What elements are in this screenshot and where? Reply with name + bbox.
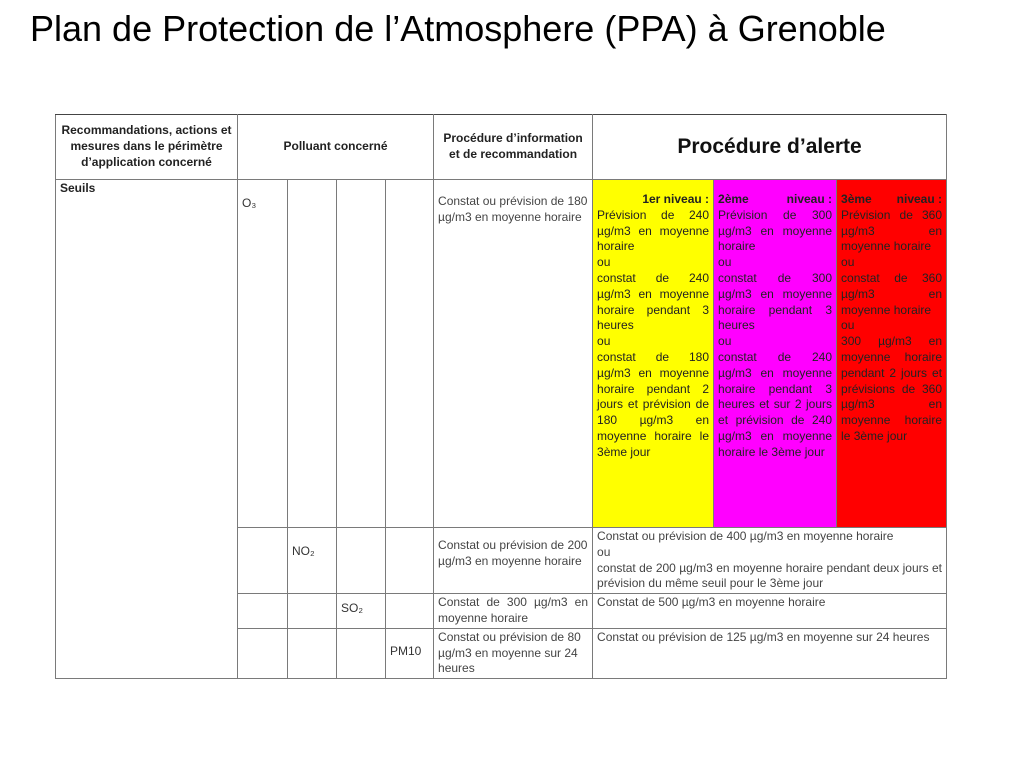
alert-level-2-title — [718, 192, 832, 208]
alert-level-3-ordinal: 3ème — [841, 192, 872, 206]
header-information-procedure: Procédure d’information et de recommandation — [434, 115, 593, 180]
alert-pm10: Constat ou prévision de 125 µg/m3 en moyenne sur 24 heures — [593, 628, 947, 678]
pollutant-o3: O₃ — [238, 180, 288, 528]
alert-level-2-ordinal: 2ème — [718, 192, 749, 206]
pollutant-no2: NO₂ — [288, 528, 337, 594]
empty-cell — [238, 528, 288, 594]
pollutant-so2: SO₂ — [337, 594, 386, 629]
empty-cell — [337, 628, 386, 678]
info-pm10: Constat ou prévision de 80 µg/m3 en moyenne sur 24 heures — [434, 628, 593, 678]
empty-cell — [337, 528, 386, 594]
empty-cell — [288, 594, 337, 629]
table-header-row — [56, 115, 947, 180]
header-recommendations: Recommandations, actions et mesures dans le périmètre d’application concerné — [56, 115, 238, 180]
empty-cell — [238, 594, 288, 629]
empty-cell — [386, 594, 434, 629]
slide-title: Plan de Protection de l’Atmosphere (PPA) à Grenoble — [30, 8, 886, 49]
header-pollutant: Polluant concerné — [238, 115, 434, 180]
empty-cell — [337, 180, 386, 528]
alert-level-3-title — [841, 192, 942, 208]
alert-level-1-o3 — [593, 180, 714, 528]
empty-cell — [386, 528, 434, 594]
empty-cell — [238, 628, 288, 678]
info-no2: Constat ou prévision de 200 µg/m3 en moyenne horaire — [434, 528, 593, 594]
seuils-label: Seuils — [56, 180, 238, 679]
alert-no2: Constat ou prévision de 400 µg/m3 en moyenne horaire ou constat de 200 µg/m3 en moyenne horaire pendant deux jours et prévision du même seuil pour le 3ème jour — [593, 528, 947, 594]
empty-cell — [386, 180, 434, 528]
empty-cell — [288, 180, 337, 528]
alert-level-3-o3 — [837, 180, 947, 528]
alert-level-2-body: Prévision de 300 µg/m3 en moyenne horaire ou constat de 300 µg/m3 en moyenne horaire pendant 3 heures ou constat de 240 µg/m3 en moyenne horaire pendant 3 heures et sur 2 jours et prévision de 240 µg/m3 en moyenne horaire le 3ème jour — [718, 207, 833, 459]
table-row-o3 — [56, 180, 947, 528]
alert-level-2-o3 — [714, 180, 837, 528]
alert-level-1-body: Prévision de 240 µg/m3 en moyenne horaire ou constat de 240 µg/m3 en moyenne horaire pendant 3 heures ou constat de 180 µg/m3 en moyenne horaire pendant 2 jours et prévision de 180 µg/m3 en moyenne horaire le 3ème jour — [597, 207, 710, 459]
info-so2: Constat de 300 µg/m3 en moyenne horaire — [434, 594, 593, 629]
alert-so2: Constat de 500 µg/m3 en moyenne horaire — [593, 594, 947, 629]
alert-level-3-label: niveau : — [896, 192, 943, 206]
pollutant-pm10: PM10 — [386, 628, 434, 678]
alert-level-3-body: Prévision de 360 µg/m3 en moyenne horaire ou constat de 360 µg/m3 en moyenne horaire ou 300 µg/m3 en moyenne horaire pendant 2 jours et prévisions de 360 µg/m3 en moyenne horaire le 3ème jour — [841, 207, 943, 443]
info-o3: Constat ou prévision de 180 µg/m3 en moyenne horaire — [434, 180, 593, 528]
header-alert-procedure: Procédure d’alerte — [593, 115, 947, 180]
alert-level-2-label: niveau : — [786, 192, 833, 206]
empty-cell — [288, 628, 337, 678]
alert-level-1-title: 1er niveau : — [642, 192, 710, 206]
ppa-threshold-table — [55, 114, 947, 679]
